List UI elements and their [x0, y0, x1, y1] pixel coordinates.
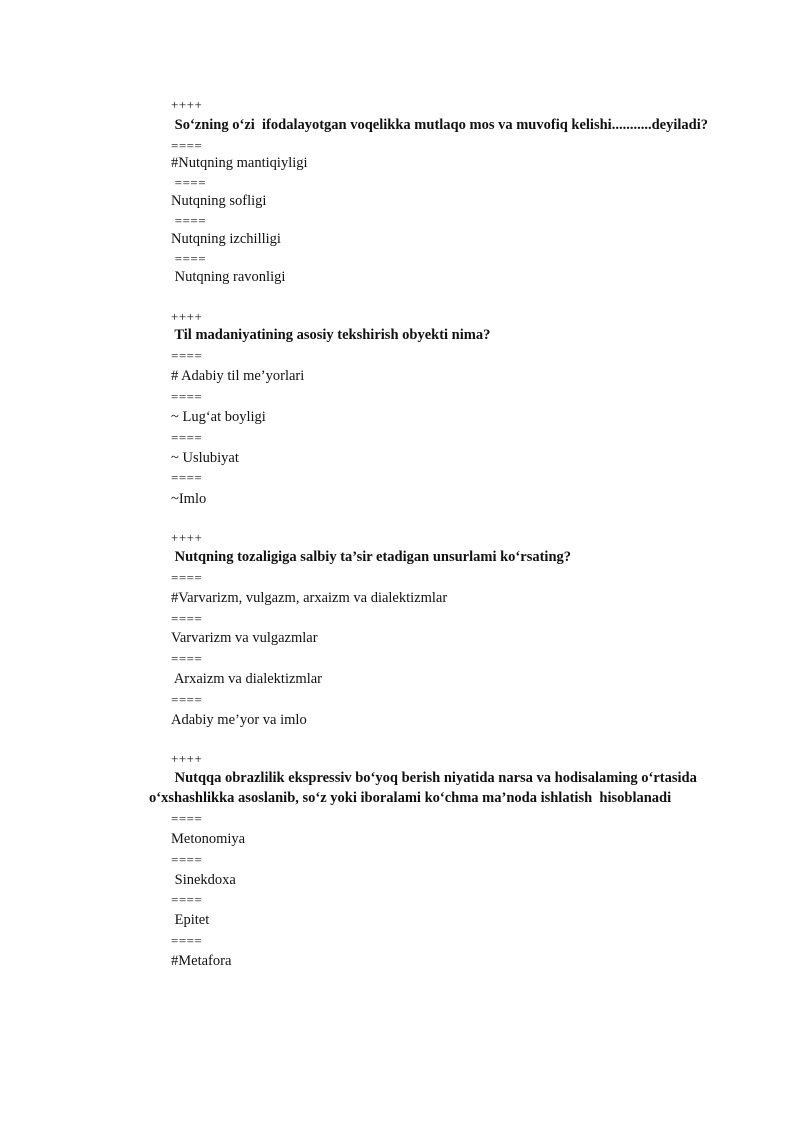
option-separator: ==== — [171, 430, 203, 445]
option-separator: ==== — [171, 470, 203, 485]
option-separator: ==== — [171, 692, 203, 707]
option-text: #Varvarizm, vulgazm, arxaizm va dialektizmlar — [171, 590, 448, 606]
option-separator: ==== — [171, 389, 203, 404]
option-text: Nutqning sofligi — [171, 193, 267, 209]
option-text: #Nutqning mantiqiyligi — [171, 155, 308, 171]
option-separator: ==== — [171, 852, 203, 867]
option-separator: ==== — [171, 611, 203, 626]
option-separator: ==== — [171, 933, 203, 948]
question-marker: ++++ — [171, 97, 203, 112]
option-separator: ==== — [171, 251, 207, 266]
question-text: Til madaniyatining asosiy tekshirish obyekti nima? — [171, 327, 491, 343]
question-marker: ++++ — [171, 530, 203, 545]
option-text: Arxaizm va dialektizmlar — [171, 671, 322, 687]
option-separator: ==== — [171, 570, 203, 585]
option-text: Adabiy me’yor va imlo — [171, 712, 307, 728]
option-text: ~ Lug‘at boyligi — [171, 409, 266, 425]
option-text: Nutqning izchilligi — [171, 231, 281, 247]
question-text: So‘zning o‘zi ifodalayotgan voqelikka mutlaqo mos va muvofiq kelishi...........deyiladi? — [171, 117, 708, 133]
option-text: # Adabiy til me’yorlari — [171, 368, 305, 384]
option-text: #Metafora — [171, 953, 232, 969]
option-text: Sinekdoxa — [171, 872, 236, 888]
option-text: ~ Uslubiyat — [171, 450, 239, 466]
question-text: Nutqning tozaligiga salbiy ta’sir etadigan unsurlami ko‘rsating? — [171, 549, 572, 565]
question-text-line1: Nutqqa obrazlilik ekspressiv bo‘yoq berish niyatida narsa va hodisalaming o‘rtasida — [171, 770, 697, 786]
option-separator: ==== — [171, 811, 203, 826]
option-text: ~Imlo — [171, 491, 207, 507]
option-text: Metonomiya — [171, 831, 246, 847]
option-separator: ==== — [171, 138, 203, 153]
option-separator: ==== — [171, 892, 203, 907]
option-separator: ==== — [171, 651, 203, 666]
option-text: Epitet — [171, 912, 210, 928]
question-marker: ++++ — [171, 751, 203, 766]
option-text: Varvarizm va vulgazmlar — [171, 630, 318, 646]
question-text-line2: o‘xshashlikka asoslanib, so‘z yoki iboralami ko‘chma ma’noda ishlatish hisoblanadi — [149, 790, 672, 806]
question-marker: ++++ — [171, 309, 203, 324]
option-separator: ==== — [171, 213, 207, 228]
option-separator: ==== — [171, 348, 203, 363]
option-text: Nutqning ravonligi — [171, 269, 286, 285]
option-separator: ==== — [171, 175, 207, 190]
